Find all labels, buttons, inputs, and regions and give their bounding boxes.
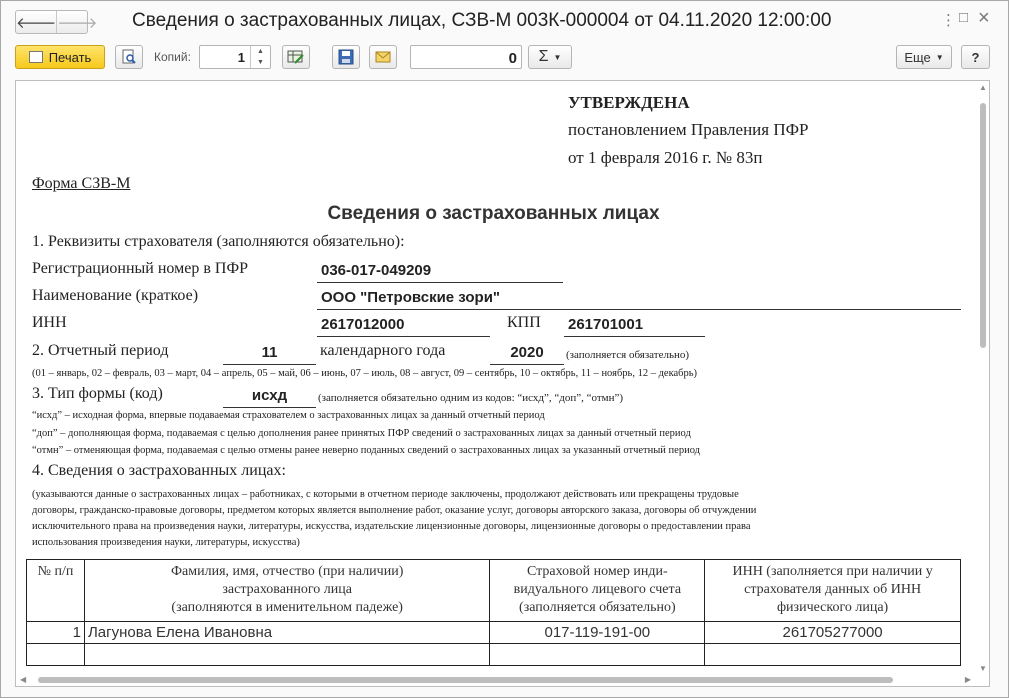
navigation-group xyxy=(15,10,98,34)
approved-title: УТВЕРЖДЕНА xyxy=(568,93,690,112)
vertical-scrollbar[interactable] xyxy=(979,83,987,673)
print-button[interactable] xyxy=(15,45,105,69)
sum-dropdown-button[interactable] xyxy=(528,45,572,69)
section-4-note-line-3: исключительного права на произведения науки, литературы, искусства, издательские лицензионные договоры, лицензионные договоры о предоставлении права xyxy=(32,521,751,532)
months-hint: (01 – январь, 02 – февраль, 03 – март, 04 – апрель, 05 – май, 06 – июнь, 07 – июль, 08 – август, 09 – сентябрь, 10 – октябрь, 11 – ноябрь, 12 – декабрь) xyxy=(32,368,698,379)
copies-label: Копий: xyxy=(154,50,191,64)
envelope-icon xyxy=(375,50,391,64)
row-inn-cell[interactable] xyxy=(705,644,961,666)
row-snils-cell[interactable]: 017-119-191-00 xyxy=(490,622,705,644)
type-otmn-desc: “отмн” – отменяющая форма, подаваемая с целью отмены ранее неверно поданных сведений о застрахованных лицах за указанный отчетный период xyxy=(32,445,700,456)
section-2-heading: 2. Отчетный период xyxy=(32,342,169,359)
form-type-value: исхд xyxy=(223,387,316,408)
title-bar xyxy=(1,1,1008,41)
copies-input[interactable] xyxy=(199,45,271,69)
header-inn-line-2: страхователя данных об ИНН xyxy=(744,582,922,597)
name-label: Наименование (краткое) xyxy=(32,287,199,304)
chevron-down-icon: ▼ xyxy=(935,52,944,62)
vertical-scroll-thumb[interactable] xyxy=(980,103,986,348)
help-button[interactable]: ? xyxy=(961,45,990,69)
save-button[interactable] xyxy=(332,45,360,69)
close-icon[interactable]: × xyxy=(978,7,990,29)
inn-value: 2617012000 xyxy=(317,316,490,337)
edit-mode-button[interactable] xyxy=(282,45,310,69)
scroll-left-icon[interactable]: ◀ xyxy=(20,675,27,684)
header-inn xyxy=(705,560,961,622)
kpp-value: 261701001 xyxy=(564,316,705,337)
printer-icon xyxy=(29,51,43,63)
approved-line-2: от 1 февраля 2016 г. № 83п xyxy=(568,148,763,167)
header-snils-line-3: (заполняется обязательно) xyxy=(519,600,676,615)
table-header-row xyxy=(27,560,961,622)
name-value: ООО "Петровские зори" xyxy=(317,289,961,310)
header-snils xyxy=(490,560,705,622)
row-fio-cell[interactable]: Лагунова Елена Ивановна xyxy=(84,622,490,644)
horizontal-scroll-thumb[interactable] xyxy=(38,677,893,683)
approved-line-1: постановлением Правления ПФР xyxy=(568,120,809,139)
calendar-year-label: календарного года xyxy=(320,342,446,359)
year-note: (заполняется обязательно) xyxy=(566,349,690,361)
row-num-cell[interactable]: 1 xyxy=(27,622,85,644)
section-1-heading: 1. Реквизиты страхователя (заполняются обязательно): xyxy=(32,233,405,250)
period-value: 11 xyxy=(223,344,316,365)
header-num-text: № п/п xyxy=(37,564,74,579)
scroll-down-icon[interactable]: ▼ xyxy=(979,664,987,673)
table-row[interactable] xyxy=(27,644,961,666)
header-num xyxy=(27,560,85,622)
horizontal-scrollbar[interactable] xyxy=(18,674,973,684)
copies-value: 1 xyxy=(237,50,245,65)
chevron-down-icon: ▼ xyxy=(553,52,562,62)
reg-number-label: Регистрационный номер в ПФР xyxy=(32,260,248,277)
section-4-heading: 4. Сведения о застрахованных лицах: xyxy=(32,462,286,479)
section-4-note-line-2: договоры, гражданско-правовые договоры, предметом которых является выполнение работ, оказание услуг, договоры авторского заказа, договоры об отчуждении xyxy=(32,505,757,516)
maximize-icon[interactable]: □ xyxy=(959,9,969,26)
form-type-note: (заполняется обязательно одним из кодов: “исхд”, “доп”, “отмн”) xyxy=(318,392,624,404)
more-vert-icon[interactable]: ⋮ xyxy=(941,12,956,29)
header-fio-line-3: (заполняются в именительном падеже) xyxy=(171,600,403,615)
back-button[interactable] xyxy=(16,11,56,33)
section-3-heading: 3. Тип формы (код) xyxy=(32,385,163,402)
header-snils-line-2: видуального лицевого счета xyxy=(513,582,682,597)
type-dop-desc: “доп” – дополняющая форма, подаваемая с целью дополнения ранее принятых ПФР сведений о застрахованных лицах за данный отчетный период xyxy=(32,428,691,439)
row-num-cell[interactable] xyxy=(27,644,85,666)
sum-value: 0 xyxy=(508,50,517,67)
arrow-left-icon: 🡐 xyxy=(16,14,57,32)
header-fio-line-1: Фамилия, имя, отчество (при наличии) xyxy=(171,564,404,579)
scroll-right-icon[interactable]: ▶ xyxy=(964,675,971,684)
section-4-note-line-4: использования произведения науки, литературы, искусства) xyxy=(32,537,300,548)
more-button[interactable] xyxy=(896,45,952,69)
print-label: Печать xyxy=(48,49,92,65)
forward-button[interactable] xyxy=(56,11,97,33)
header-fio-line-2: застрахованного лица xyxy=(222,582,352,597)
header-snils-line-1: Страховой номер инди- xyxy=(526,564,668,579)
preview-icon xyxy=(121,49,137,65)
preview-button[interactable] xyxy=(115,45,143,69)
kpp-label: КПП xyxy=(507,314,541,331)
arrow-right-icon: 🡒 xyxy=(57,14,98,32)
header-inn-line-3: физического лица) xyxy=(776,600,889,615)
section-4-note-line-1: (указываются данные о застрахованных лицах – работниках, с которыми в отчетном периоде заключены, продолжают действовать или прекращены трудовые xyxy=(32,489,739,500)
toolbar xyxy=(1,41,1008,75)
insured-persons-table xyxy=(26,559,961,666)
window-title: Сведения о застрахованных лицах, СЗВ-М 003К-000004 от 04.11.2020 12:00:00 xyxy=(132,10,832,31)
copies-stepper[interactable]: ▲ ▼ xyxy=(250,46,270,68)
header-fio xyxy=(84,560,490,622)
spreadsheet-document xyxy=(15,80,990,687)
form-name: Форма СЗВ-М xyxy=(32,175,131,192)
document-title: Сведения о застрахованных лицах xyxy=(327,203,660,224)
scroll-up-icon[interactable]: ▲ xyxy=(979,83,987,92)
reg-number-value: 036-017-049209 xyxy=(317,262,563,283)
row-inn-cell[interactable]: 261705277000 xyxy=(705,622,961,644)
table-edit-icon xyxy=(287,49,305,65)
table-row[interactable] xyxy=(27,622,961,644)
row-fio-cell[interactable] xyxy=(84,644,490,666)
send-email-button[interactable] xyxy=(369,45,397,69)
header-inn-line-1: ИНН (заполняется при наличии у xyxy=(732,564,933,579)
type-ishd-desc: “исхд” – исходная форма, впервые подаваемая страхователем о застрахованных лицах за данный отчетный период xyxy=(32,410,545,421)
year-value: 2020 xyxy=(490,344,564,365)
sum-field[interactable] xyxy=(410,45,522,69)
row-snils-cell[interactable] xyxy=(490,644,705,666)
sigma-icon: Σ xyxy=(538,48,549,65)
inn-label: ИНН xyxy=(32,314,67,331)
floppy-disk-icon xyxy=(338,49,354,65)
more-label: Еще xyxy=(904,49,931,65)
